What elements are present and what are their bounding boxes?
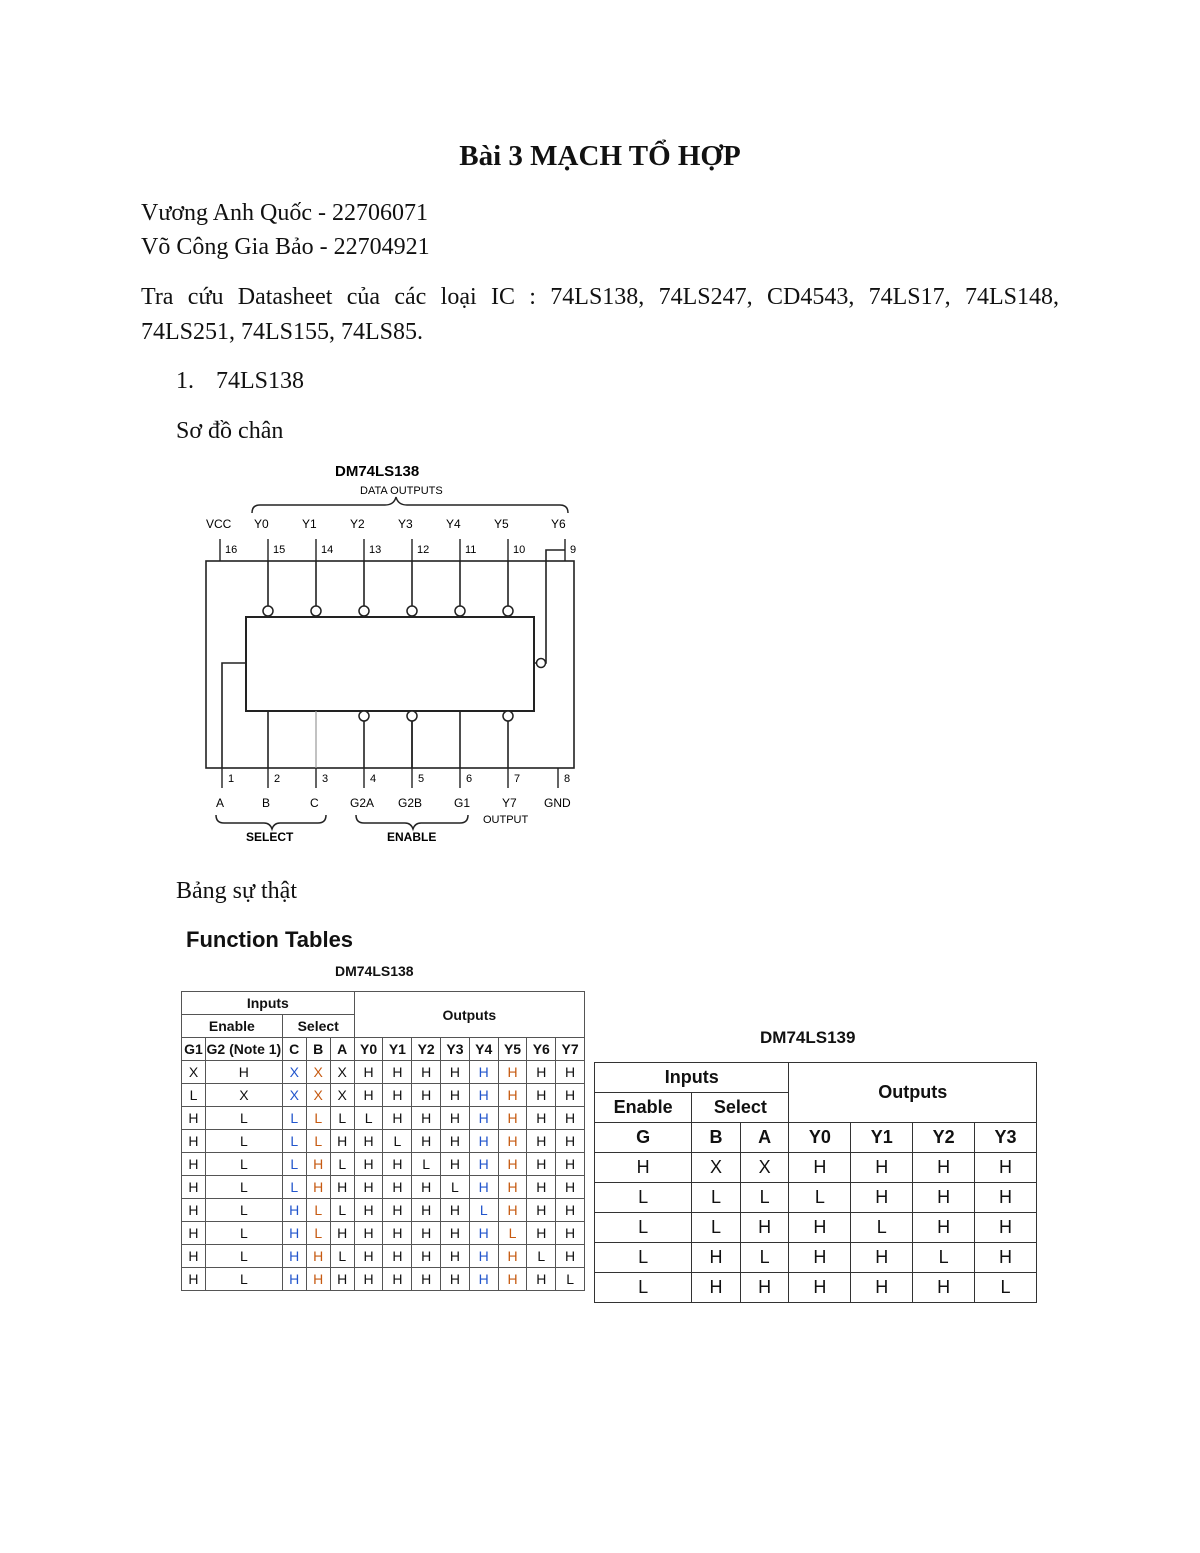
inversion-bubble <box>311 606 321 616</box>
table-row <box>595 1213 1037 1243</box>
table-cell: L <box>205 1268 282 1291</box>
t139-outputs-header: Outputs <box>789 1063 1037 1123</box>
table-cell: H <box>182 1245 206 1268</box>
table-cell: H <box>595 1153 692 1183</box>
table-cell: L <box>595 1213 692 1243</box>
table-cell: L <box>205 1153 282 1176</box>
top-pin-name: Y5 <box>494 517 509 531</box>
top-pin-name: Y0 <box>254 517 269 531</box>
table-cell: H <box>740 1213 789 1243</box>
top-pin-number: 14 <box>321 544 334 556</box>
table-cell: L <box>913 1243 975 1273</box>
author-2: Võ Công Gia Bảo - 22704921 <box>141 234 430 260</box>
table-cell: H <box>527 1061 556 1084</box>
table-cell: H <box>330 1222 354 1245</box>
table-cell: H <box>330 1130 354 1153</box>
table-cell: H <box>851 1183 913 1213</box>
t139-col-header: G <box>595 1123 692 1153</box>
t139-col-header: A <box>740 1123 789 1153</box>
table-cell: H <box>498 1084 527 1107</box>
bottom-pins <box>216 711 571 810</box>
table-cell: H <box>469 1061 498 1084</box>
table-cell: L <box>441 1176 470 1199</box>
table-cell: L <box>282 1130 306 1153</box>
table-cell: H <box>975 1183 1037 1213</box>
table-cell: X <box>306 1061 330 1084</box>
table-cell: H <box>851 1153 913 1183</box>
table-cell: H <box>498 1176 527 1199</box>
table-cell: H <box>412 1222 441 1245</box>
enable-label: ENABLE <box>387 830 437 844</box>
table-cell: H <box>527 1268 556 1291</box>
table-cell: H <box>282 1199 306 1222</box>
table-cell: L <box>306 1199 330 1222</box>
table-cell: H <box>556 1107 585 1130</box>
table-cell: L <box>740 1183 789 1213</box>
t138-col-header: Y5 <box>498 1038 527 1061</box>
select-label: SELECT <box>246 830 294 844</box>
table-cell: H <box>556 1222 585 1245</box>
table-cell: H <box>383 1153 412 1176</box>
top-pin-name: Y6 <box>551 517 566 531</box>
bottom-pin-number: 5 <box>418 773 425 785</box>
t138-outputs-header: Outputs <box>354 992 584 1038</box>
table-cell: H <box>498 1130 527 1153</box>
table-cell: H <box>527 1176 556 1199</box>
table-cell: L <box>330 1107 354 1130</box>
table-cell: H <box>469 1084 498 1107</box>
table-cell: L <box>789 1183 851 1213</box>
table-cell: H <box>469 1176 498 1199</box>
table-cell: H <box>182 1176 206 1199</box>
table-cell: L <box>527 1245 556 1268</box>
t138-col-header: Y3 <box>441 1038 470 1061</box>
top-pin-name: Y1 <box>302 517 317 531</box>
y6-bubble <box>537 659 546 668</box>
table-cell: H <box>412 1245 441 1268</box>
t139-enable-header: Enable <box>595 1093 692 1123</box>
output-label: OUTPUT <box>483 814 529 826</box>
table-cell: H <box>182 1199 206 1222</box>
table-cell: L <box>182 1084 206 1107</box>
table-cell: H <box>556 1245 585 1268</box>
table-cell: H <box>182 1222 206 1245</box>
intro-paragraph: Tra cứu Datasheet của các loại IC : 74LS138, 74LS247, CD4543, 74LS17, 74LS148, 74LS251, 74LS155, 74LS85. <box>141 284 1059 345</box>
table-cell: H <box>412 1061 441 1084</box>
table-cell: H <box>469 1107 498 1130</box>
bottom-pin-number: 4 <box>370 773 377 785</box>
t138-col-header: B <box>306 1038 330 1061</box>
pinout-heading: Sơ đồ chân <box>176 418 284 444</box>
t138-col-header: Y7 <box>556 1038 585 1061</box>
table-row <box>595 1183 1037 1213</box>
table-cell: H <box>556 1176 585 1199</box>
bottom-pin-name: G1 <box>454 796 471 810</box>
top-pin-name: Y4 <box>446 517 461 531</box>
table-cell: H <box>441 1153 470 1176</box>
t138-enable-header: Enable <box>182 1015 283 1038</box>
table-row <box>595 1153 1037 1183</box>
t138-col-header: G2 (Note 1) <box>205 1038 282 1061</box>
table-cell: L <box>692 1183 741 1213</box>
table-cell: L <box>306 1107 330 1130</box>
page-title: Bài 3 MẠCH TỔ HỢP <box>459 140 741 172</box>
table-cell: L <box>498 1222 527 1245</box>
inversion-bubble <box>263 606 273 616</box>
t138-select-header: Select <box>282 1015 354 1038</box>
table-cell: H <box>527 1222 556 1245</box>
inversion-bubble <box>455 606 465 616</box>
inversion-bubble <box>359 711 369 721</box>
function-tables-title: Function Tables <box>186 927 354 952</box>
table-cell: H <box>975 1153 1037 1183</box>
table-cell: L <box>205 1107 282 1130</box>
table-cell: H <box>354 1061 383 1084</box>
table-cell: X <box>330 1061 354 1084</box>
top-pin-number: 15 <box>273 544 286 556</box>
table-row <box>182 1084 585 1107</box>
t139-col-header: B <box>692 1123 741 1153</box>
t139-col-header: Y3 <box>975 1123 1037 1153</box>
table-cell: L <box>595 1243 692 1273</box>
table-cell: L <box>205 1222 282 1245</box>
table-cell: L <box>851 1213 913 1243</box>
table-cell: H <box>354 1268 383 1291</box>
table-cell: H <box>556 1130 585 1153</box>
enable-brace <box>356 815 468 829</box>
table-cell: L <box>556 1268 585 1291</box>
table-cell: H <box>498 1061 527 1084</box>
table-cell: H <box>354 1130 383 1153</box>
table-cell: L <box>354 1107 383 1130</box>
dm74ls138-function-table <box>181 991 585 1291</box>
table-cell: H <box>354 1153 383 1176</box>
table-cell: H <box>441 1245 470 1268</box>
package-outline <box>206 561 574 768</box>
table-row <box>182 1061 585 1084</box>
table-cell: H <box>354 1199 383 1222</box>
table-row <box>182 1107 585 1130</box>
table-row <box>595 1273 1037 1303</box>
table-cell: L <box>595 1183 692 1213</box>
table-cell: X <box>692 1153 741 1183</box>
bottom-pin-name: GND <box>544 796 571 810</box>
table-cell: H <box>354 1084 383 1107</box>
table-cell: H <box>527 1153 556 1176</box>
table-cell: H <box>383 1176 412 1199</box>
table-cell: H <box>205 1061 282 1084</box>
table-cell: L <box>383 1130 412 1153</box>
table-cell: H <box>913 1183 975 1213</box>
inversion-bubble <box>359 606 369 616</box>
bottom-pin-name: G2B <box>398 796 423 810</box>
table-row <box>182 1222 585 1245</box>
table-cell: H <box>851 1273 913 1303</box>
table-cell: L <box>205 1130 282 1153</box>
table-cell: H <box>556 1084 585 1107</box>
table-cell: H <box>383 1061 412 1084</box>
table-cell: X <box>740 1153 789 1183</box>
table-cell: L <box>692 1213 741 1243</box>
table-cell: L <box>282 1107 306 1130</box>
bottom-pin-number: 2 <box>274 773 281 785</box>
t138-title: DM74LS138 <box>335 963 414 979</box>
table-cell: H <box>182 1107 206 1130</box>
table-cell: H <box>330 1176 354 1199</box>
table-cell: H <box>383 1199 412 1222</box>
table-cell: H <box>441 1222 470 1245</box>
table-cell: L <box>330 1199 354 1222</box>
inversion-bubble <box>503 606 513 616</box>
top-pin-name: Y3 <box>398 517 413 531</box>
section-number: 1. <box>176 368 194 394</box>
table-cell: X <box>182 1061 206 1084</box>
bottom-pin-number: 1 <box>228 773 235 785</box>
table-cell: H <box>556 1153 585 1176</box>
t138-col-header: Y2 <box>412 1038 441 1061</box>
t139-col-header: Y2 <box>913 1123 975 1153</box>
table-cell: X <box>205 1084 282 1107</box>
table-cell: H <box>182 1130 206 1153</box>
table-cell: L <box>330 1245 354 1268</box>
table-cell: H <box>975 1243 1037 1273</box>
table-row <box>182 1176 585 1199</box>
t138-col-header: Y0 <box>354 1038 383 1061</box>
table-cell: H <box>556 1061 585 1084</box>
table-cell: H <box>282 1222 306 1245</box>
table-cell: H <box>412 1107 441 1130</box>
bottom-pin-number: 3 <box>322 773 329 785</box>
table-row <box>182 1199 585 1222</box>
pinout-chip-label: DM74LS138 <box>335 463 420 480</box>
table-cell: H <box>527 1199 556 1222</box>
table-cell: L <box>282 1153 306 1176</box>
table-cell: H <box>282 1245 306 1268</box>
section-name: 74LS138 <box>216 368 305 394</box>
table-row <box>182 1130 585 1153</box>
table-cell: L <box>205 1176 282 1199</box>
decoder-body <box>246 617 534 711</box>
table-cell: H <box>556 1199 585 1222</box>
table-cell: L <box>975 1273 1037 1303</box>
table-cell: H <box>913 1273 975 1303</box>
t138-col-header: Y4 <box>469 1038 498 1061</box>
table-cell: H <box>692 1273 741 1303</box>
table-cell: H <box>527 1107 556 1130</box>
top-pin-name: VCC <box>206 517 232 531</box>
table-row <box>182 1268 585 1291</box>
bottom-pin-name: A <box>216 796 225 810</box>
bottom-pin-number: 6 <box>466 773 473 785</box>
table-cell: H <box>383 1268 412 1291</box>
table-cell: H <box>441 1107 470 1130</box>
top-pins <box>206 517 576 616</box>
table-cell: H <box>354 1245 383 1268</box>
t138-col-header: A <box>330 1038 354 1061</box>
t139-col-header: Y0 <box>789 1123 851 1153</box>
table-cell: H <box>412 1199 441 1222</box>
table-cell: H <box>692 1243 741 1273</box>
select-brace <box>216 815 326 829</box>
t139-title: DM74LS139 <box>760 1028 856 1047</box>
t139-inputs-header: Inputs <box>595 1063 789 1093</box>
table-cell: X <box>330 1084 354 1107</box>
section-heading <box>176 368 304 395</box>
dm74ls139-function-table <box>594 1062 1037 1303</box>
table-cell: H <box>330 1268 354 1291</box>
table-cell: H <box>527 1130 556 1153</box>
table-cell: L <box>306 1130 330 1153</box>
table-cell: L <box>306 1222 330 1245</box>
table-cell: H <box>306 1176 330 1199</box>
table-cell: H <box>469 1245 498 1268</box>
inversion-bubble <box>407 606 417 616</box>
table-row <box>595 1243 1037 1273</box>
table-cell: X <box>306 1084 330 1107</box>
table-cell: H <box>527 1084 556 1107</box>
top-pin-number: 16 <box>225 544 238 556</box>
table-cell: H <box>383 1107 412 1130</box>
top-pin-number: 13 <box>369 544 382 556</box>
table-cell: H <box>469 1268 498 1291</box>
table-cell: H <box>412 1268 441 1291</box>
pinout-diagram <box>180 455 600 855</box>
truth-heading: Bảng sự thật <box>176 878 297 904</box>
data-outputs-label: DATA OUTPUTS <box>360 485 443 497</box>
t138-col-header: Y1 <box>383 1038 412 1061</box>
bottom-pin-number: 8 <box>564 773 571 785</box>
table-cell: H <box>789 1243 851 1273</box>
table-cell: H <box>789 1153 851 1183</box>
table-cell: H <box>498 1199 527 1222</box>
table-cell: L <box>412 1153 441 1176</box>
table-cell: X <box>282 1061 306 1084</box>
table-cell: L <box>595 1273 692 1303</box>
t138-inputs-header: Inputs <box>182 992 355 1015</box>
table-cell: H <box>441 1199 470 1222</box>
table-row <box>182 1153 585 1176</box>
table-cell: H <box>354 1222 383 1245</box>
top-pin-number: 9 <box>570 544 577 556</box>
table-cell: L <box>330 1153 354 1176</box>
top-pin-number: 10 <box>513 544 526 556</box>
table-cell: H <box>412 1130 441 1153</box>
table-cell: H <box>412 1176 441 1199</box>
table-cell: L <box>282 1176 306 1199</box>
table-cell: H <box>851 1243 913 1273</box>
table-cell: H <box>306 1245 330 1268</box>
table-cell: L <box>740 1243 789 1273</box>
table-cell: L <box>205 1245 282 1268</box>
t138-col-header: C <box>282 1038 306 1061</box>
t138-col-header: Y6 <box>527 1038 556 1061</box>
table-cell: H <box>498 1107 527 1130</box>
pin-a-wire <box>222 663 246 768</box>
bottom-pin-name: Y7 <box>502 796 517 810</box>
top-pin-number: 11 <box>465 544 477 556</box>
bottom-pin-name: B <box>262 796 271 810</box>
table-cell: H <box>182 1268 206 1291</box>
table-cell: L <box>205 1199 282 1222</box>
inversion-bubble <box>503 711 513 721</box>
bottom-pin-name: G2A <box>350 796 375 810</box>
table-cell: H <box>789 1213 851 1243</box>
table-cell: X <box>282 1084 306 1107</box>
table-cell: H <box>498 1268 527 1291</box>
data-outputs-brace <box>252 497 568 513</box>
pin-y6-wire <box>534 550 565 663</box>
table-cell: H <box>383 1245 412 1268</box>
t139-col-header: Y1 <box>851 1123 913 1153</box>
table-cell: H <box>441 1084 470 1107</box>
inversion-bubble <box>407 711 417 721</box>
table-cell: H <box>441 1130 470 1153</box>
top-pin-number: 12 <box>417 544 430 556</box>
t138-col-header: G1 <box>182 1038 206 1061</box>
table-cell: H <box>498 1153 527 1176</box>
table-cell: H <box>469 1153 498 1176</box>
table-cell: H <box>412 1084 441 1107</box>
bottom-pin-name: C <box>310 796 319 810</box>
table-cell: H <box>441 1061 470 1084</box>
table-cell: H <box>913 1153 975 1183</box>
table-cell: H <box>789 1273 851 1303</box>
table-cell: H <box>975 1213 1037 1243</box>
table-cell: H <box>383 1084 412 1107</box>
table-cell: H <box>469 1130 498 1153</box>
table-cell: H <box>469 1222 498 1245</box>
table-cell: H <box>441 1268 470 1291</box>
bottom-pin-number: 7 <box>514 773 521 785</box>
table-cell: H <box>498 1245 527 1268</box>
t139-select-header: Select <box>692 1093 789 1123</box>
author-1: Vương Anh Quốc - 22706071 <box>141 200 429 226</box>
table-cell: H <box>182 1153 206 1176</box>
table-cell: H <box>282 1268 306 1291</box>
table-cell: H <box>740 1273 789 1303</box>
table-cell: H <box>913 1213 975 1243</box>
top-pin-name: Y2 <box>350 517 365 531</box>
table-cell: H <box>306 1153 330 1176</box>
table-row <box>182 1245 585 1268</box>
table-cell: H <box>354 1176 383 1199</box>
table-cell: H <box>383 1222 412 1245</box>
table-cell: L <box>469 1199 498 1222</box>
table-cell: H <box>306 1268 330 1291</box>
